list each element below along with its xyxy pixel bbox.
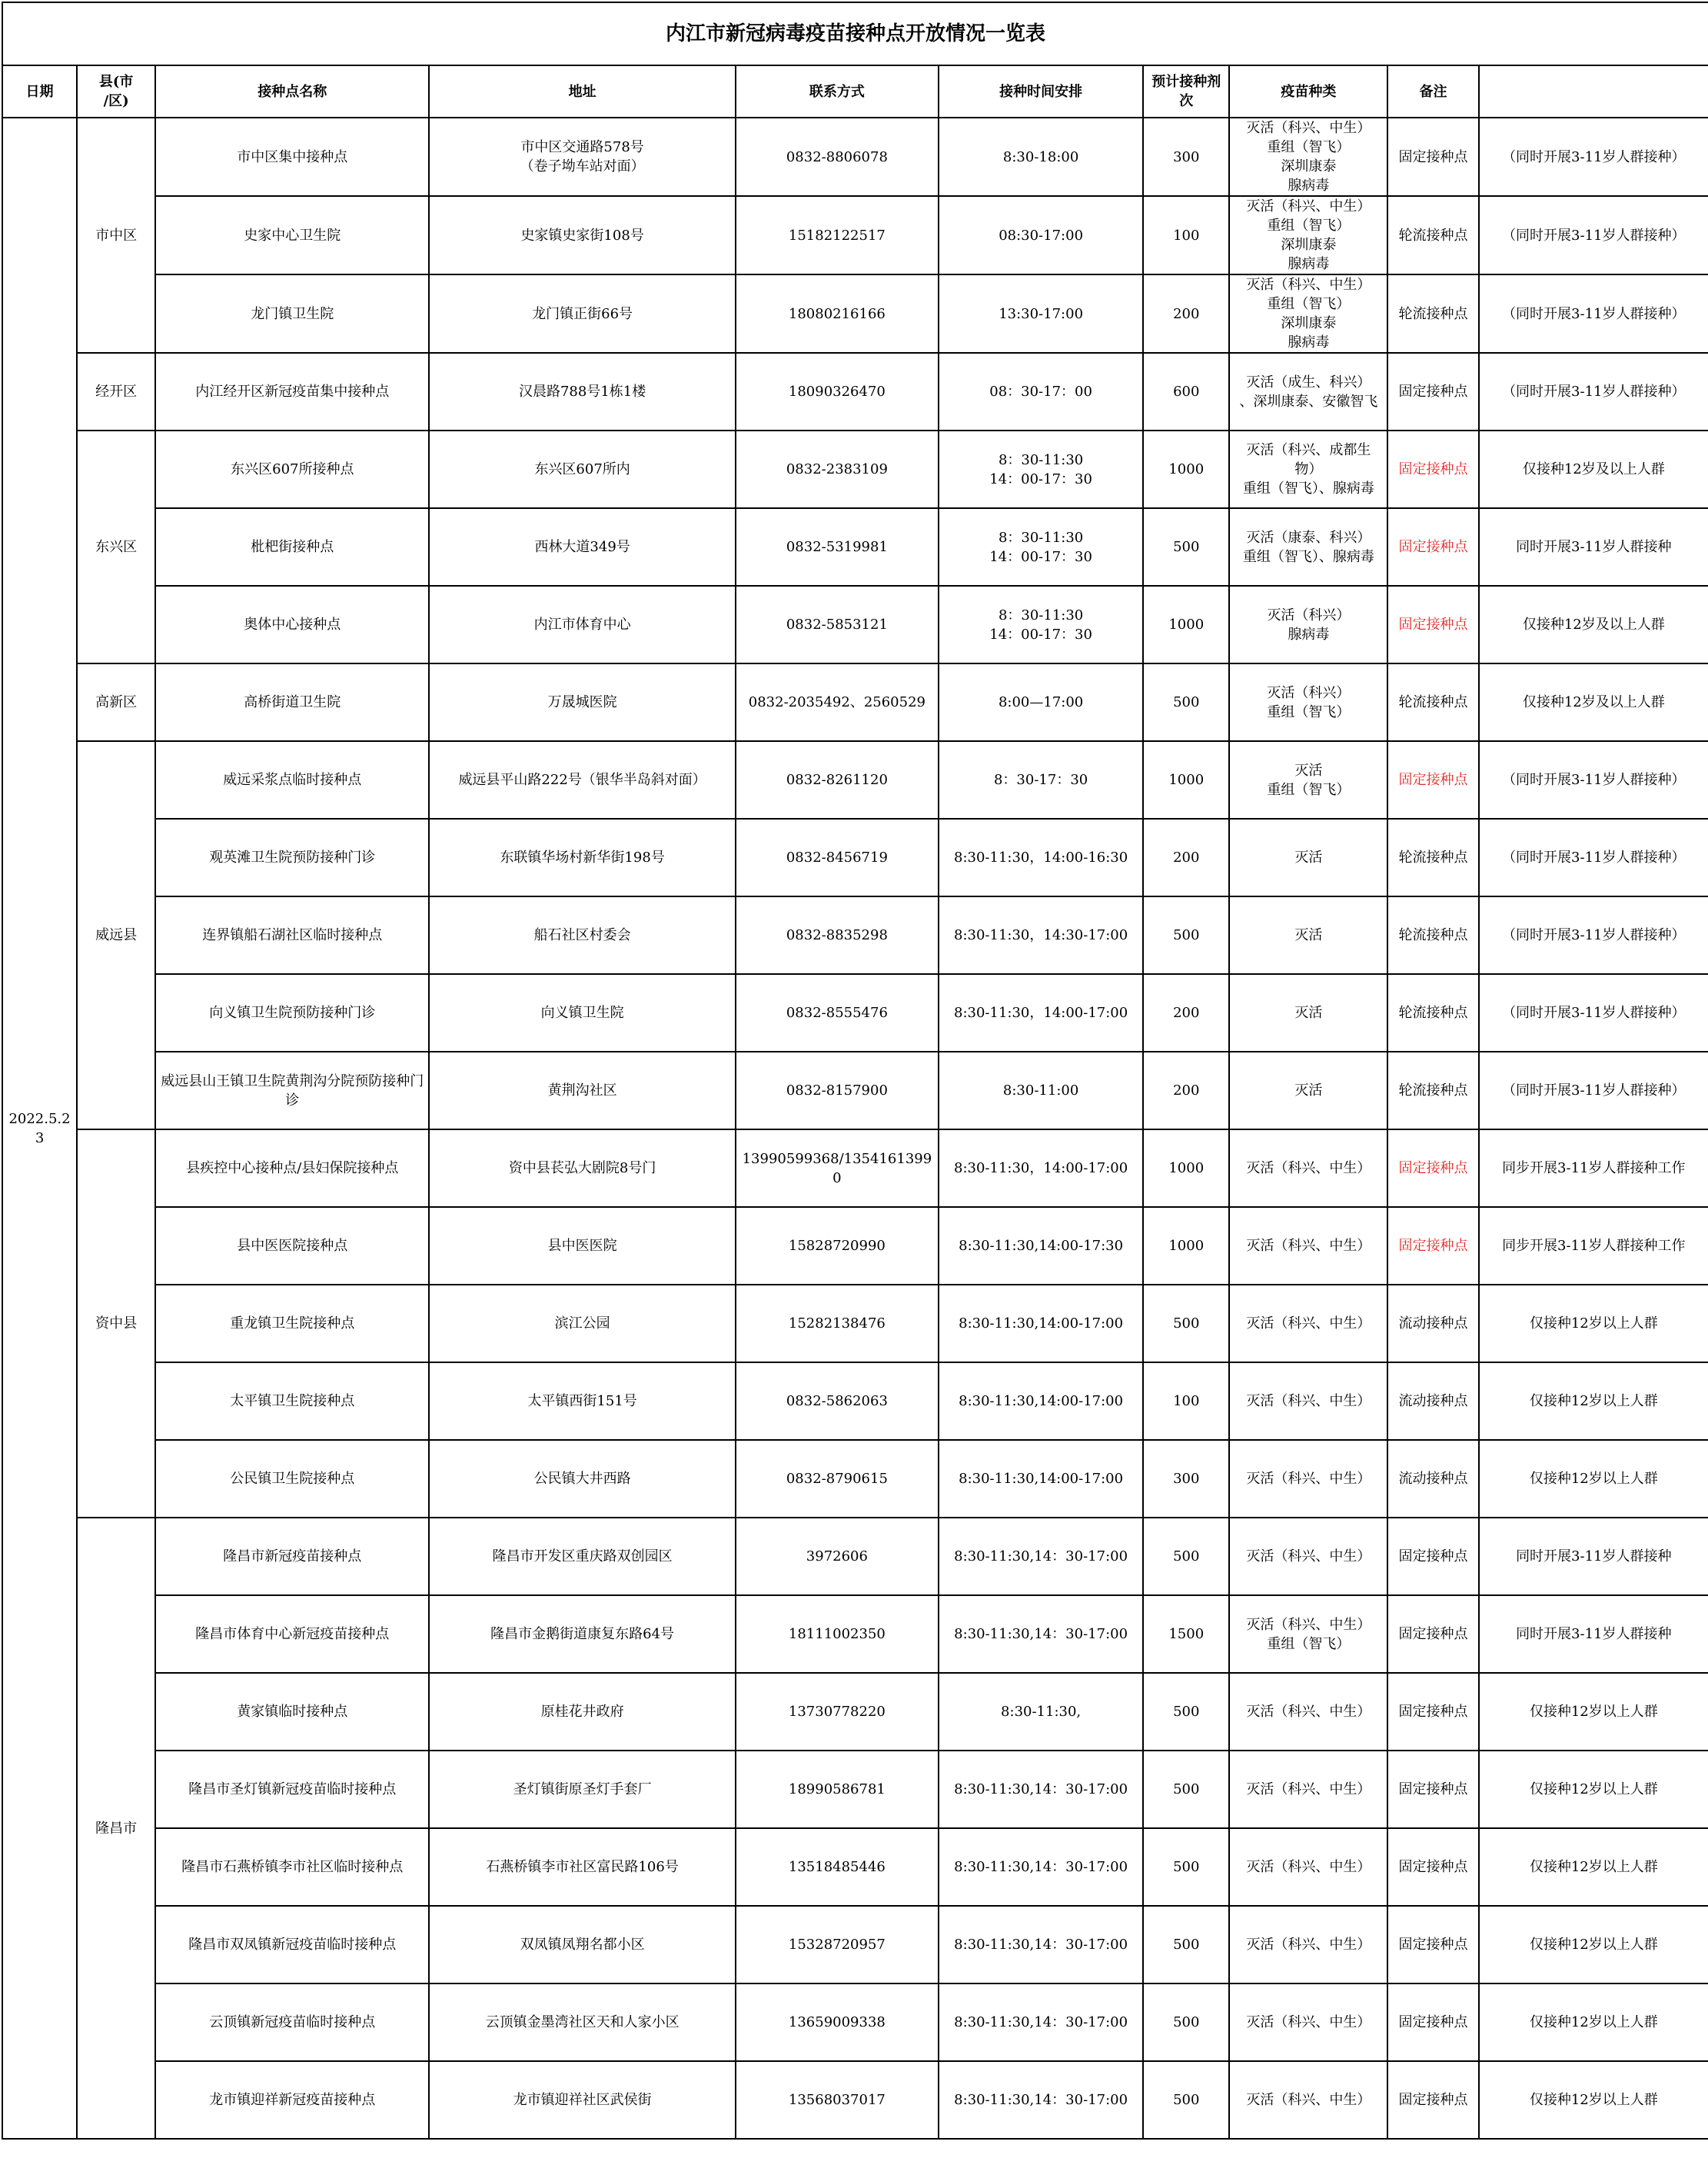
vaccine-cell: 灭活（康泰、科兴） 重组（智飞）、腺病毒 bbox=[1229, 508, 1387, 586]
site-type-cell: 固定接种点 bbox=[1387, 1673, 1478, 1751]
site-type-cell: 轮流接种点 bbox=[1387, 896, 1478, 974]
note-cell: 仅接种12岁及以上人群 bbox=[1479, 663, 1708, 741]
vaccine-cell: 灭活（科兴） 腺病毒 bbox=[1229, 586, 1387, 663]
table-row bbox=[2, 896, 1708, 974]
schedule-cell: 8:30-11:30，14:00-16:30 bbox=[939, 819, 1143, 896]
doses-cell: 1000 bbox=[1143, 1207, 1229, 1285]
site-name-cell: 奥体中心接种点 bbox=[155, 586, 429, 663]
address-cell: 资中县苌弘大剧院8号门 bbox=[429, 1129, 735, 1207]
address-cell: 内江市体育中心 bbox=[429, 586, 735, 663]
site-type-cell: 固定接种点 bbox=[1387, 2061, 1478, 2139]
site-name-cell: 市中区集中接种点 bbox=[155, 118, 429, 196]
table-row bbox=[2, 1362, 1708, 1440]
note-cell: （同时开展3-11岁人群接种） bbox=[1479, 974, 1708, 1052]
phone-cell: 15828720990 bbox=[736, 1207, 939, 1285]
note-cell: 同时开展3-11岁人群接种 bbox=[1479, 508, 1708, 586]
doses-cell: 1000 bbox=[1143, 431, 1229, 508]
note-cell: 仅接种12岁以上人群 bbox=[1479, 1285, 1708, 1362]
schedule-cell: 8:30-11:00 bbox=[939, 1052, 1143, 1129]
table-row bbox=[2, 974, 1708, 1052]
note-cell: 仅接种12岁以上人群 bbox=[1479, 2061, 1708, 2139]
table-row bbox=[2, 353, 1708, 431]
vaccine-cell: 灭活（科兴、中生） bbox=[1229, 1518, 1387, 1595]
address-cell: 黄荆沟社区 bbox=[429, 1052, 735, 1129]
site-type-cell: 轮流接种点 bbox=[1387, 1052, 1478, 1129]
phone-cell: 0832-5853121 bbox=[736, 586, 939, 663]
site-name-cell: 高桥街道卫生院 bbox=[155, 663, 429, 741]
note-cell: （同时开展3-11岁人群接种） bbox=[1479, 896, 1708, 974]
table-row bbox=[2, 196, 1708, 274]
table-row bbox=[2, 431, 1708, 508]
site-type-cell: 流动接种点 bbox=[1387, 1362, 1478, 1440]
schedule-cell: 8:30-11:30,14：30-17:00 bbox=[939, 1751, 1143, 1828]
site-type-cell: 固定接种点 bbox=[1387, 431, 1478, 508]
county-cell: 东兴区 bbox=[77, 431, 155, 663]
site-type-cell: 轮流接种点 bbox=[1387, 196, 1478, 274]
address-cell: 圣灯镇街原圣灯手套厂 bbox=[429, 1751, 735, 1828]
site-type-cell: 固定接种点 bbox=[1387, 1828, 1478, 1906]
schedule-cell: 8:00—17:00 bbox=[939, 663, 1143, 741]
note-cell: 仅接种12岁以上人群 bbox=[1479, 1828, 1708, 1906]
site-name-cell: 公民镇卫生院接种点 bbox=[155, 1440, 429, 1518]
site-type-cell: 固定接种点 bbox=[1387, 1906, 1478, 1983]
address-cell: 汉晨路788号1栋1楼 bbox=[429, 353, 735, 431]
vaccine-cell: 灭活（科兴、中生） 重组（智飞） bbox=[1229, 1595, 1387, 1673]
schedule-cell: 8：30-11:30 14：00-17：30 bbox=[939, 508, 1143, 586]
table-row bbox=[2, 741, 1708, 819]
header-site-name: 接种点名称 bbox=[155, 65, 429, 118]
table-row bbox=[2, 1285, 1708, 1362]
address-cell: 双凤镇凤翔名都小区 bbox=[429, 1906, 735, 1983]
phone-cell: 0832-8835298 bbox=[736, 896, 939, 974]
site-name-cell: 重龙镇卫生院接种点 bbox=[155, 1285, 429, 1362]
vaccine-cell: 灭活（科兴、中生） bbox=[1229, 1362, 1387, 1440]
site-type-cell: 轮流接种点 bbox=[1387, 274, 1478, 353]
doses-cell: 500 bbox=[1143, 1285, 1229, 1362]
table-row bbox=[2, 1207, 1708, 1285]
site-name-cell: 隆昌市体育中心新冠疫苗接种点 bbox=[155, 1595, 429, 1673]
schedule-cell: 8:30-11:30,14:00-17:00 bbox=[939, 1285, 1143, 1362]
vaccine-cell: 灭活（科兴、中生） bbox=[1229, 1673, 1387, 1751]
schedule-cell: 8:30-11:30,14：30-17:00 bbox=[939, 1828, 1143, 1906]
address-cell: 公民镇大井西路 bbox=[429, 1440, 735, 1518]
schedule-cell: 8：30-11:30 14：00-17：30 bbox=[939, 431, 1143, 508]
site-name-cell: 隆昌市新冠疫苗接种点 bbox=[155, 1518, 429, 1595]
table-row bbox=[2, 1595, 1708, 1673]
site-name-cell: 观英滩卫生院预防接种门诊 bbox=[155, 819, 429, 896]
schedule-cell: 8:30-11:30,14：30-17:00 bbox=[939, 1906, 1143, 1983]
site-type-cell: 固定接种点 bbox=[1387, 1751, 1478, 1828]
site-name-cell: 隆昌市石燕桥镇李市社区临时接种点 bbox=[155, 1828, 429, 1906]
site-type-cell: 固定接种点 bbox=[1387, 118, 1478, 196]
note-cell: （同时开展3-11岁人群接种） bbox=[1479, 1052, 1708, 1129]
note-cell: （同时开展3-11岁人群接种） bbox=[1479, 819, 1708, 896]
header-date: 日期 bbox=[2, 65, 77, 118]
phone-cell: 13730778220 bbox=[736, 1673, 939, 1751]
note-cell: （同时开展3-11岁人群接种） bbox=[1479, 353, 1708, 431]
address-cell: 滨江公园 bbox=[429, 1285, 735, 1362]
site-name-cell: 县疾控中心接种点/县妇保院接种点 bbox=[155, 1129, 429, 1207]
phone-cell: 0832-8261120 bbox=[736, 741, 939, 819]
note-cell: （同时开展3-11岁人群接种） bbox=[1479, 741, 1708, 819]
address-cell: 向义镇卫生院 bbox=[429, 974, 735, 1052]
address-cell: 船石社区村委会 bbox=[429, 896, 735, 974]
site-name-cell: 龙门镇卫生院 bbox=[155, 274, 429, 353]
schedule-cell: 8:30-11:30, bbox=[939, 1673, 1143, 1751]
address-cell: 市中区交通路578号 （卷子坳车站对面） bbox=[429, 118, 735, 196]
note-cell: 仅接种12岁以上人群 bbox=[1479, 1751, 1708, 1828]
schedule-cell: 8:30-11:30,14：30-17:00 bbox=[939, 2061, 1143, 2139]
note-cell: 同时开展3-11岁人群接种 bbox=[1479, 1595, 1708, 1673]
doses-cell: 200 bbox=[1143, 274, 1229, 353]
header-schedule: 接种时间安排 bbox=[939, 65, 1143, 118]
header-address: 地址 bbox=[429, 65, 735, 118]
phone-cell: 0832-2035492、2560529 bbox=[736, 663, 939, 741]
header-remarks: 备注 bbox=[1387, 65, 1478, 118]
site-type-cell: 固定接种点 bbox=[1387, 1983, 1478, 2061]
table-row bbox=[2, 1440, 1708, 1518]
vaccine-cell: 灭活 bbox=[1229, 974, 1387, 1052]
vaccine-cell: 灭活（成生、科兴） 、深圳康泰、安徽智飞 bbox=[1229, 353, 1387, 431]
table-row bbox=[2, 118, 1708, 196]
table-row bbox=[2, 1751, 1708, 1828]
site-type-cell: 流动接种点 bbox=[1387, 1440, 1478, 1518]
phone-cell: 18090326470 bbox=[736, 353, 939, 431]
phone-cell: 18111002350 bbox=[736, 1595, 939, 1673]
phone-cell: 13568037017 bbox=[736, 2061, 939, 2139]
date-cell: 2022.5.23 bbox=[2, 118, 77, 2139]
note-cell: 仅接种12岁以上人群 bbox=[1479, 1440, 1708, 1518]
site-type-cell: 固定接种点 bbox=[1387, 353, 1478, 431]
note-cell: 仅接种12岁以上人群 bbox=[1479, 1906, 1708, 1983]
schedule-cell: 8：30-11:30 14：00-17：30 bbox=[939, 586, 1143, 663]
doses-cell: 200 bbox=[1143, 819, 1229, 896]
doses-cell: 500 bbox=[1143, 1983, 1229, 2061]
phone-cell: 18990586781 bbox=[736, 1751, 939, 1828]
vaccine-cell: 灭活（科兴、中生） bbox=[1229, 1129, 1387, 1207]
doses-cell: 500 bbox=[1143, 663, 1229, 741]
vaccine-cell: 灭活（科兴、成都生 物） 重组（智飞）、腺病毒 bbox=[1229, 431, 1387, 508]
address-cell: 东兴区607所内 bbox=[429, 431, 735, 508]
phone-cell: 13518485446 bbox=[736, 1828, 939, 1906]
phone-cell: 18080216166 bbox=[736, 274, 939, 353]
county-cell: 高新区 bbox=[77, 663, 155, 741]
phone-cell: 13659009338 bbox=[736, 1983, 939, 2061]
site-type-cell: 轮流接种点 bbox=[1387, 974, 1478, 1052]
address-cell: 隆昌市开发区重庆路双创园区 bbox=[429, 1518, 735, 1595]
table-row bbox=[2, 508, 1708, 586]
table-row bbox=[2, 586, 1708, 663]
phone-cell: 15282138476 bbox=[736, 1285, 939, 1362]
address-cell: 太平镇西街151号 bbox=[429, 1362, 735, 1440]
doses-cell: 1500 bbox=[1143, 1595, 1229, 1673]
phone-cell: 15182122517 bbox=[736, 196, 939, 274]
vaccine-cell: 灭活（科兴、中生） bbox=[1229, 1440, 1387, 1518]
phone-cell: 15328720957 bbox=[736, 1906, 939, 1983]
note-cell: 仅接种12岁及以上人群 bbox=[1479, 586, 1708, 663]
address-cell: 万晟城医院 bbox=[429, 663, 735, 741]
phone-cell: 0832-8456719 bbox=[736, 819, 939, 896]
site-type-cell: 固定接种点 bbox=[1387, 741, 1478, 819]
site-type-cell: 固定接种点 bbox=[1387, 1129, 1478, 1207]
table-row bbox=[2, 819, 1708, 896]
doses-cell: 1000 bbox=[1143, 1129, 1229, 1207]
schedule-cell: 8:30-11:30，14:00-17:00 bbox=[939, 974, 1143, 1052]
vaccine-cell: 灭活 bbox=[1229, 896, 1387, 974]
address-cell: 石燕桥镇李市社区富民路106号 bbox=[429, 1828, 735, 1906]
address-cell: 隆昌市金鹅街道康复东路64号 bbox=[429, 1595, 735, 1673]
phone-cell: 0832-2383109 bbox=[736, 431, 939, 508]
schedule-cell: 8:30-11:30,14：30-17:00 bbox=[939, 1595, 1143, 1673]
county-cell: 隆昌市 bbox=[77, 1518, 155, 2139]
doses-cell: 200 bbox=[1143, 974, 1229, 1052]
doses-cell: 100 bbox=[1143, 196, 1229, 274]
address-cell: 史家镇史家街108号 bbox=[429, 196, 735, 274]
schedule-cell: 8:30-11:30,14：30-17:00 bbox=[939, 1518, 1143, 1595]
doses-cell: 1000 bbox=[1143, 586, 1229, 663]
table-row bbox=[2, 1828, 1708, 1906]
doses-cell: 500 bbox=[1143, 1518, 1229, 1595]
site-name-cell: 东兴区607所接种点 bbox=[155, 431, 429, 508]
doses-cell: 600 bbox=[1143, 353, 1229, 431]
header-extra bbox=[1479, 65, 1708, 118]
site-name-cell: 威远采浆点临时接种点 bbox=[155, 741, 429, 819]
phone-cell: 0832-8555476 bbox=[736, 974, 939, 1052]
vaccine-cell: 灭活（科兴、中生） bbox=[1229, 1906, 1387, 1983]
doses-cell: 500 bbox=[1143, 1906, 1229, 1983]
phone-cell: 3972606 bbox=[736, 1518, 939, 1595]
phone-cell: 0832-8806078 bbox=[736, 118, 939, 196]
page-title: 内江市新冠病毒疫苗接种点开放情况一览表 bbox=[2, 2, 1708, 65]
doses-cell: 500 bbox=[1143, 896, 1229, 974]
address-cell: 原桂花井政府 bbox=[429, 1673, 735, 1751]
phone-cell: 0832-5319981 bbox=[736, 508, 939, 586]
note-cell: （同时开展3-11岁人群接种） bbox=[1479, 274, 1708, 353]
site-name-cell: 县中医医院接种点 bbox=[155, 1207, 429, 1285]
note-cell: 同步开展3-11岁人群接种工作 bbox=[1479, 1207, 1708, 1285]
table-row bbox=[2, 1673, 1708, 1751]
county-cell: 市中区 bbox=[77, 118, 155, 353]
vaccine-cell: 灭活（科兴、中生） 重组（智飞） 深圳康泰 腺病毒 bbox=[1229, 118, 1387, 196]
site-type-cell: 固定接种点 bbox=[1387, 1518, 1478, 1595]
schedule-cell: 13:30-17:00 bbox=[939, 274, 1143, 353]
doses-cell: 1000 bbox=[1143, 741, 1229, 819]
county-cell: 资中县 bbox=[77, 1129, 155, 1518]
header-county: 县(市 /区) bbox=[77, 65, 155, 118]
schedule-cell: 8:30-11:30,14:00-17:00 bbox=[939, 1362, 1143, 1440]
table-row bbox=[2, 1052, 1708, 1129]
site-name-cell: 太平镇卫生院接种点 bbox=[155, 1362, 429, 1440]
site-name-cell: 史家中心卫生院 bbox=[155, 196, 429, 274]
phone-cell: 0832-5862063 bbox=[736, 1362, 939, 1440]
schedule-cell: 08:30-17:00 bbox=[939, 196, 1143, 274]
table-row bbox=[2, 663, 1708, 741]
note-cell: 仅接种12岁以上人群 bbox=[1479, 1673, 1708, 1751]
address-cell: 龙门镇正街66号 bbox=[429, 274, 735, 353]
vaccination-sites-table bbox=[2, 2, 1708, 2140]
vaccine-cell: 灭活（科兴、中生） 重组（智飞） 深圳康泰 腺病毒 bbox=[1229, 196, 1387, 274]
phone-cell: 0832-8157900 bbox=[736, 1052, 939, 1129]
schedule-cell: 8:30-11:30，14:00-17:00 bbox=[939, 1129, 1143, 1207]
vaccine-cell: 灭活（科兴） 重组（智飞） bbox=[1229, 663, 1387, 741]
site-type-cell: 流动接种点 bbox=[1387, 1285, 1478, 1362]
vaccine-cell: 灭活（科兴、中生） bbox=[1229, 1751, 1387, 1828]
note-cell: 同步开展3-11岁人群接种工作 bbox=[1479, 1129, 1708, 1207]
site-name-cell: 连界镇船石湖社区临时接种点 bbox=[155, 896, 429, 974]
schedule-cell: 8:30-11:30,14:00-17:30 bbox=[939, 1207, 1143, 1285]
address-cell: 县中医医院 bbox=[429, 1207, 735, 1285]
address-cell: 东联镇华场村新华街198号 bbox=[429, 819, 735, 896]
site-name-cell: 云顶镇新冠疫苗临时接种点 bbox=[155, 1983, 429, 2061]
doses-cell: 300 bbox=[1143, 118, 1229, 196]
vaccine-cell: 灭活（科兴、中生） bbox=[1229, 1983, 1387, 2061]
vaccine-cell: 灭活 bbox=[1229, 819, 1387, 896]
schedule-cell: 8:30-11:30，14:30-17:00 bbox=[939, 896, 1143, 974]
schedule-cell: 8:30-11:30,14:00-17:00 bbox=[939, 1440, 1143, 1518]
doses-cell: 100 bbox=[1143, 1362, 1229, 1440]
header-row bbox=[2, 65, 1708, 118]
note-cell: （同时开展3-11岁人群接种） bbox=[1479, 118, 1708, 196]
address-cell: 西林大道349号 bbox=[429, 508, 735, 586]
site-type-cell: 固定接种点 bbox=[1387, 1595, 1478, 1673]
address-cell: 云顶镇金墨湾社区天和人家小区 bbox=[429, 1983, 735, 2061]
phone-cell: 13990599368/13541613990 bbox=[736, 1129, 939, 1207]
county-cell: 经开区 bbox=[77, 353, 155, 431]
schedule-cell: 8:30-11:30,14：30-17:00 bbox=[939, 1983, 1143, 2061]
table-row bbox=[2, 1129, 1708, 1207]
schedule-cell: 8:30-18:00 bbox=[939, 118, 1143, 196]
site-name-cell: 龙市镇迎祥新冠疫苗接种点 bbox=[155, 2061, 429, 2139]
doses-cell: 500 bbox=[1143, 1828, 1229, 1906]
doses-cell: 500 bbox=[1143, 2061, 1229, 2139]
note-cell: （同时开展3-11岁人群接种） bbox=[1479, 196, 1708, 274]
site-name-cell: 隆昌市双凤镇新冠疫苗临时接种点 bbox=[155, 1906, 429, 1983]
phone-cell: 0832-8790615 bbox=[736, 1440, 939, 1518]
site-name-cell: 内江经开区新冠疫苗集中接种点 bbox=[155, 353, 429, 431]
table-row bbox=[2, 1983, 1708, 2061]
header-contact: 联系方式 bbox=[736, 65, 939, 118]
header-doses: 预计接种剂 次 bbox=[1143, 65, 1229, 118]
vaccine-cell: 灭活（科兴、中生） bbox=[1229, 1207, 1387, 1285]
table-row bbox=[2, 1906, 1708, 1983]
doses-cell: 500 bbox=[1143, 1673, 1229, 1751]
address-cell: 威远县平山路222号（银华半岛斜对面） bbox=[429, 741, 735, 819]
site-type-cell: 轮流接种点 bbox=[1387, 819, 1478, 896]
doses-cell: 500 bbox=[1143, 1751, 1229, 1828]
note-cell: 仅接种12岁以上人群 bbox=[1479, 1362, 1708, 1440]
schedule-cell: 8：30-17：30 bbox=[939, 741, 1143, 819]
site-type-cell: 固定接种点 bbox=[1387, 1207, 1478, 1285]
vaccine-cell: 灭活（科兴、中生） bbox=[1229, 1285, 1387, 1362]
vaccine-cell: 灭活（科兴、中生） bbox=[1229, 1828, 1387, 1906]
site-name-cell: 向义镇卫生院预防接种门诊 bbox=[155, 974, 429, 1052]
vaccine-cell: 灭活 重组（智飞） bbox=[1229, 741, 1387, 819]
site-type-cell: 轮流接种点 bbox=[1387, 663, 1478, 741]
table-row bbox=[2, 274, 1708, 353]
doses-cell: 500 bbox=[1143, 508, 1229, 586]
vaccine-cell: 灭活（科兴、中生） bbox=[1229, 2061, 1387, 2139]
table-row bbox=[2, 2061, 1708, 2139]
site-name-cell: 黄家镇临时接种点 bbox=[155, 1673, 429, 1751]
site-name-cell: 威远县山王镇卫生院黄荆沟分院预防接种门诊 bbox=[155, 1052, 429, 1129]
vaccine-cell: 灭活 bbox=[1229, 1052, 1387, 1129]
site-type-cell: 固定接种点 bbox=[1387, 586, 1478, 663]
schedule-cell: 08：30-17：00 bbox=[939, 353, 1143, 431]
county-cell: 威远县 bbox=[77, 741, 155, 1129]
note-cell: 仅接种12岁以上人群 bbox=[1479, 1983, 1708, 2061]
header-vaccine-type: 疫苗种类 bbox=[1229, 65, 1387, 118]
note-cell: 仅接种12岁及以上人群 bbox=[1479, 431, 1708, 508]
table-row bbox=[2, 1518, 1708, 1595]
address-cell: 龙市镇迎祥社区武侯街 bbox=[429, 2061, 735, 2139]
site-name-cell: 隆昌市圣灯镇新冠疫苗临时接种点 bbox=[155, 1751, 429, 1828]
doses-cell: 300 bbox=[1143, 1440, 1229, 1518]
vaccine-cell: 灭活（科兴、中生） 重组（智飞） 深圳康泰 腺病毒 bbox=[1229, 274, 1387, 353]
doses-cell: 200 bbox=[1143, 1052, 1229, 1129]
site-name-cell: 枇杷街接种点 bbox=[155, 508, 429, 586]
site-type-cell: 固定接种点 bbox=[1387, 508, 1478, 586]
note-cell: 同时开展3-11岁人群接种 bbox=[1479, 1518, 1708, 1595]
